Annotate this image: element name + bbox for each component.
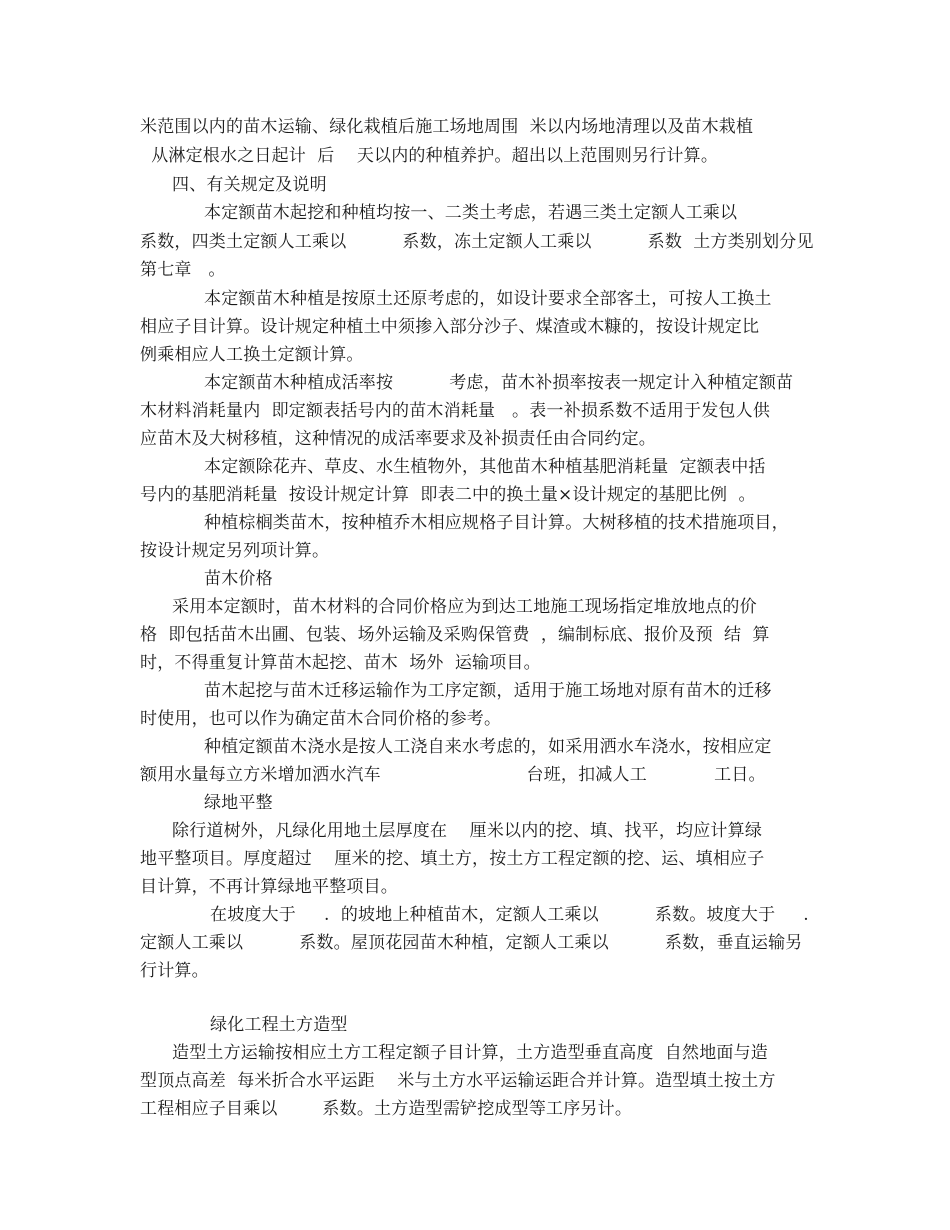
section-four-p2-line-3: 例乘相应人工换土定额计算。	[140, 345, 364, 365]
section-four-p1-line-2: 系数，四类土定额人工乘以 系数，冻土定额人工乘以 系数 土方类别划分见	[140, 232, 814, 252]
green-leveling-p1-line-3: 目计算，不再计算绿地平整项目。	[140, 877, 398, 897]
seedling-price-p3-line-2: 额用水量每立方米增加洒水汽车 台班，扣减人工 工日。	[140, 765, 766, 785]
seedling-price-p1-line-2: 格 即包括苗木出圃、包装、场外运输及采购保管费 ，编制标底、报价及预 结 算	[140, 625, 770, 645]
seedling-price-p2-line-2: 时使用，也可以作为确定苗木合同价格的参考。	[140, 709, 502, 729]
seedling-price-p1-line-3: 时，不得重复计算苗木起挖、苗木 场外 运输项目。	[140, 653, 541, 673]
green-leveling-p2-line-1: 在坡度大于 . 的坡地上种植苗木，定额人工乘以 系数。坡度大于 .	[210, 905, 809, 925]
green-leveling-p1-line-1: 除行道树外，凡绿化用地土层厚度在 厘米以内的挖、填、找平，均应计算绿	[172, 821, 763, 841]
intro-line-2: 从淋定根水之日起计 后 天以内的种植养护。超出以上范围则另行计算。	[140, 146, 719, 166]
section-four-p4-line-1: 本定额除花卉、草皮、水生植物外，其他苗木种植基肥消耗量 定额表中括	[204, 457, 766, 477]
green-leveling-p1-line-2: 地平整项目。厚度超过 厘米的挖、填土方，按土方工程定额的挖、运、填相应子	[140, 849, 765, 869]
green-leveling-heading: 绿地平整	[204, 793, 273, 813]
section-four-p1-line-3: 第七章 。	[140, 260, 226, 280]
section-four-heading: 四、有关规定及说明	[172, 175, 327, 195]
earthwork-shaping-p1-line-3: 工程相应子目乘以 系数。土方造型需铲挖成型等工序另计。	[140, 1099, 633, 1119]
section-four-p1-line-1: 本定额苗木起挖和种植均按一、二类土考虑，若遇三类土定额人工乘以	[204, 203, 738, 223]
section-four-p3-line-1: 本定额苗木种植成活率按 考虑，苗木补损率按表一规定计入种植定额苗	[204, 373, 794, 393]
intro-line-1: 米范围以内的苗木运输、绿化栽植后施工场地周围 米以内场地清理以及苗木栽植	[140, 117, 754, 137]
earthwork-shaping-heading: 绿化工程土方造型	[210, 1015, 348, 1035]
section-four-p2-line-2: 相应子目计算。设计规定种植土中须掺入部分沙子、煤渣或木糠的，按设计规定比	[140, 317, 760, 337]
earthwork-shaping-p1-line-1: 造型土方运输按相应土方工程定额子目计算，土方造型垂直高度 自然地面与造	[172, 1043, 769, 1063]
green-leveling-p2-line-3: 行计算。	[140, 961, 209, 981]
earthwork-shaping-p1-line-2: 型顶点高差 每米折合水平运距 米与土方水平运输运距合并计算。造型填土按土方	[140, 1071, 776, 1091]
section-four-p5-line-2: 按设计规定另列项计算。	[140, 541, 330, 561]
section-four-p3-line-2: 木材料消耗量内 即定额表括号内的苗木消耗量 。表一补损系数不适用于发包人供	[140, 401, 771, 421]
seedling-price-p2-line-1: 苗木起挖与苗木迁移运输作为工序定额，适用于施工场地对原有苗木的迁移	[204, 681, 772, 701]
green-leveling-p2-line-2: 定额人工乘以 系数。屋顶花园苗木种植，定额人工乘以 系数，垂直运输另	[140, 933, 803, 953]
section-four-p4-line-2: 号内的基肥消耗量 按设计规定计算 即表二中的换土量×设计规定的基肥比例 。	[140, 485, 756, 505]
section-four-p5-line-1: 种植棕榈类苗木，按种植乔木相应规格子目计算。大树移植的技术措施项目，	[204, 513, 789, 533]
section-four-p2-line-1: 本定额苗木种植是按原土还原考虑的，如设计要求全部客土，可按人工换土	[204, 289, 772, 309]
seedling-price-heading: 苗木价格	[204, 569, 273, 589]
section-four-p3-line-3: 应苗木及大树移植，这种情况的成活率要求及补损责任由合同约定。	[140, 429, 656, 449]
seedling-price-p3-line-1: 种植定额苗木浇水是按人工浇自来水考虑的，如采用洒水车浇水，按相应定	[204, 737, 772, 757]
seedling-price-p1-line-1: 采用本定额时，苗木材料的合同价格应为到达工地施工现场指定堆放地点的价	[172, 597, 757, 617]
